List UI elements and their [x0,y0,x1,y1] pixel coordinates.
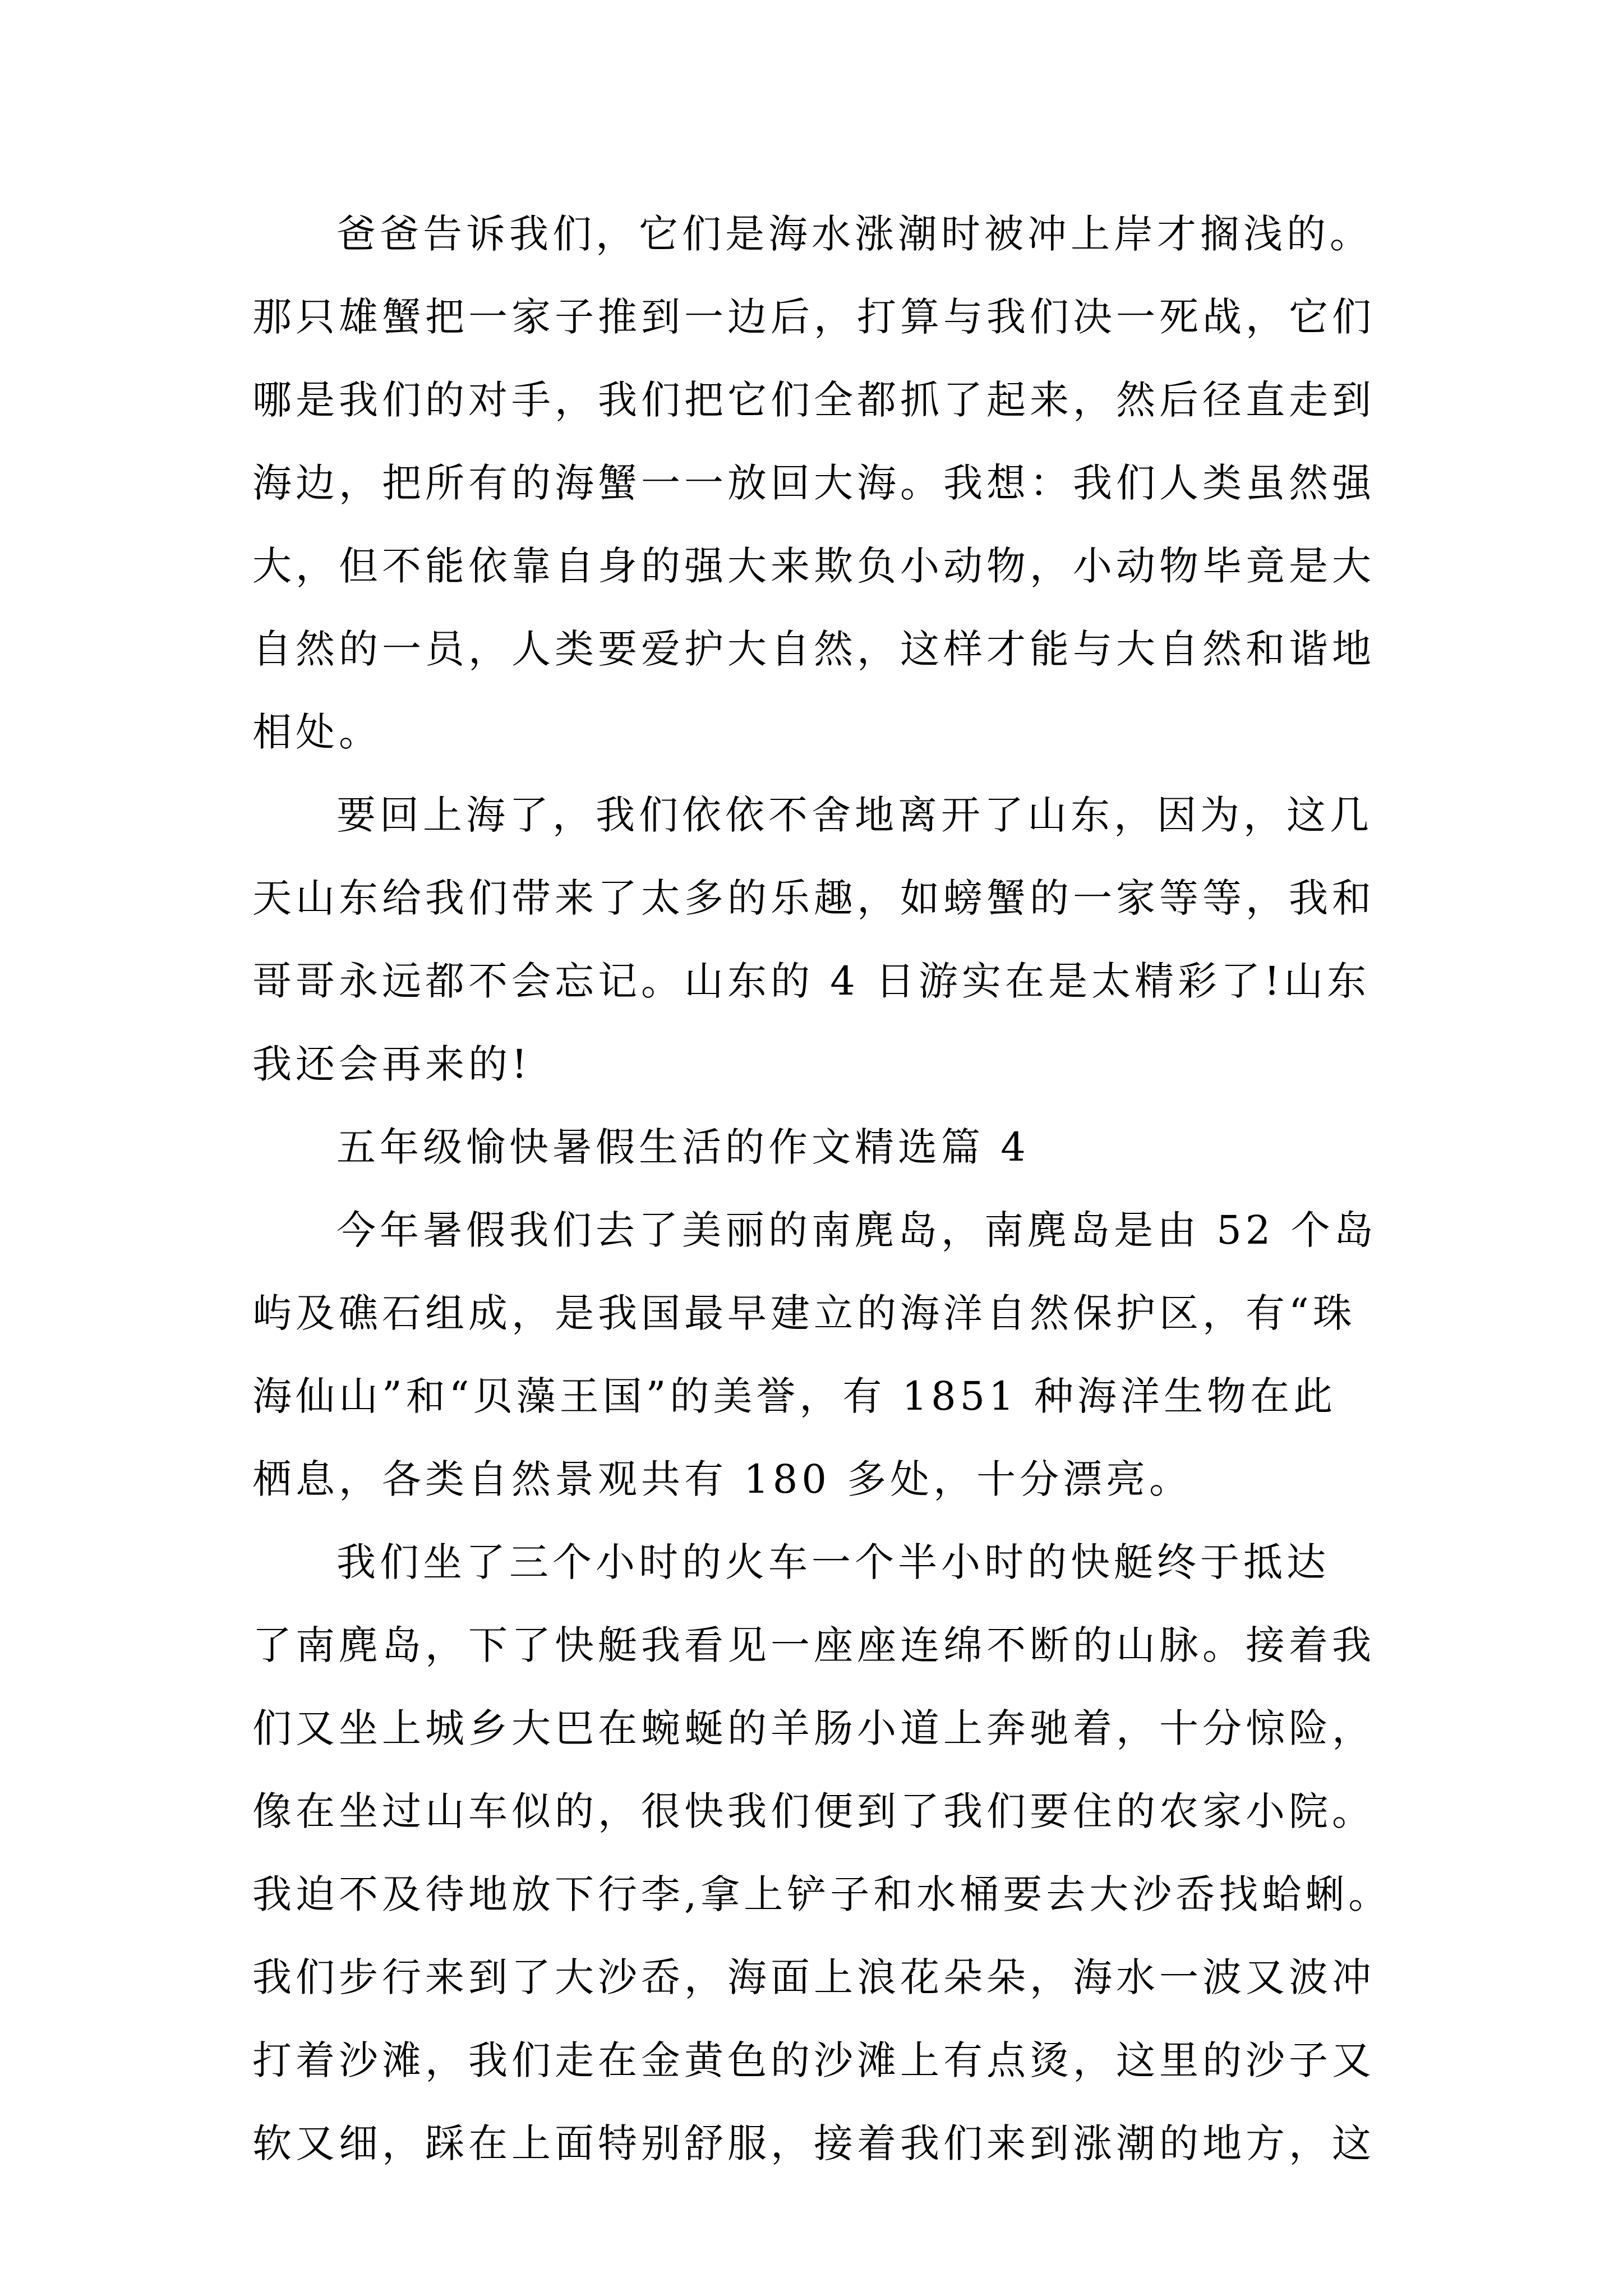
text-line: 哪是我们的对手，我们把它们全都抓了起来，然后径直走到 [252,377,1375,423]
text-line: 我们步行来到了大沙岙，海面上浪花朵朵，海水一波又波冲 [252,1954,1375,2000]
text-line: 海仙山”和“贝藻王国”的美誉，有 1851 种海洋生物在此 [252,1373,1337,1419]
text-line: 们又坐上城乡大巴在蜿蜒的羊肠小道上奔驰着，十分惊险， [252,1705,1375,1751]
text-line: 爸爸告诉我们，它们是海水涨潮时被冲上岸才搁浅的。 [336,211,1373,257]
text-line: 屿及礁石组成，是我国最早建立的海洋自然保护区，有“珠 [252,1290,1356,1336]
text-line: 软又细，踩在上面特别舒服，接着我们来到涨潮的地方，这 [252,2120,1375,2166]
text-line: 我迫不及待地放下行李,拿上铲子和水桶要去大沙岙找蛤蜊。 [252,1871,1392,1917]
text-line: 哥哥永远都不会忘记。山东的 4 日游实在是太精彩了!山东 [252,958,1371,1004]
text-line: 海边，把所有的海蟹一一放回大海。我想：我们人类虽然强 [252,460,1375,506]
text-line: 大，但不能依靠自身的强大来欺负小动物，小动物毕竟是大 [252,543,1375,589]
text-line: 自然的一员，人类要爱护大自然，这样才能与大自然和谐地 [252,626,1375,672]
text-line: 像在坐过山车似的，很快我们便到了我们要住的农家小院。 [252,1788,1375,1834]
text-line: 要回上海了，我们依依不舍地离开了山东，因为，这几 [336,792,1373,838]
text-line: 天山东给我们带来了太多的乐趣，如螃蟹的一家等等，我和 [252,875,1375,921]
text-line: 那只雄蟹把一家子推到一边后，打算与我们决一死战，它们 [252,294,1375,340]
text-line: 了南麂岛，下了快艇我看见一座座连绵不断的山脉。接着我 [252,1622,1375,1668]
text-line: 栖息，各类自然景观共有 180 多处，十分漂亮。 [252,1456,1193,1502]
text-line: 相处。 [252,709,382,755]
text-line: 我还会再来的! [252,1041,532,1087]
text-line: 今年暑假我们去了美丽的南麂岛，南麂岛是由 52 个岛 [336,1207,1377,1253]
section-heading: 五年级愉快暑假生活的作文精选篇 4 [336,1124,1030,1170]
text-line: 我们坐了三个小时的火车一个半小时的快艇终于抵达 [336,1539,1330,1585]
text-line: 打着沙滩，我们走在金黄色的沙滩上有点烫，这里的沙子又 [252,2037,1375,2083]
